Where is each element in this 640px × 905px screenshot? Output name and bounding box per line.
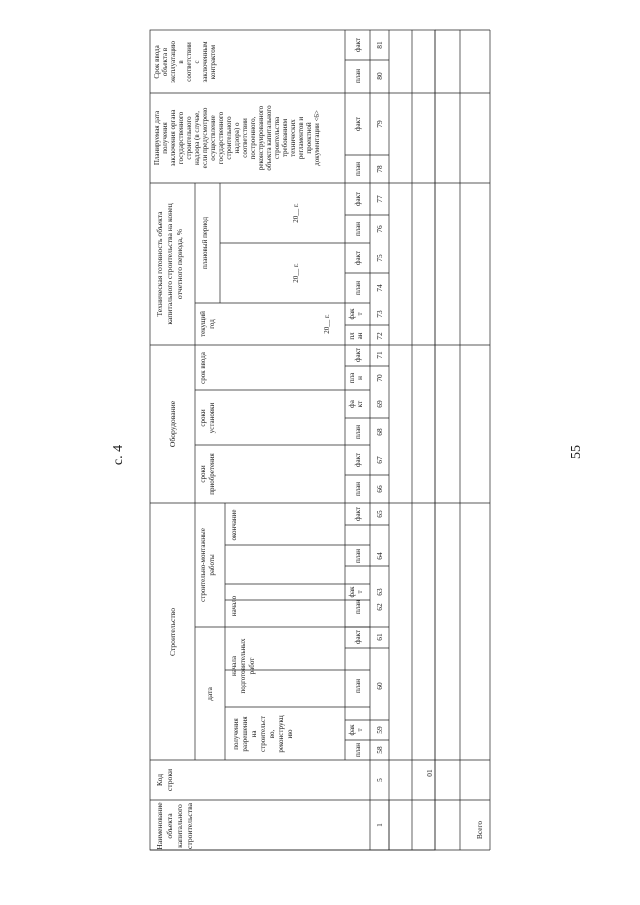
svg-text:фак: фак: [348, 586, 356, 598]
svg-text:5: 5: [375, 778, 384, 782]
svg-text:пл: пл: [348, 332, 356, 340]
svg-text:работы: работы: [208, 554, 216, 576]
svg-text:сроки: сроки: [199, 465, 207, 483]
svg-text:76: 76: [375, 225, 384, 233]
year-plan-2: 20__ г.: [292, 203, 300, 223]
svg-text:1: 1: [375, 823, 384, 827]
svg-text:н: н: [356, 376, 364, 380]
svg-text:государственного: государственного: [177, 111, 185, 165]
header-ustanovka: [199, 402, 216, 433]
svg-text:факт: факт: [354, 506, 362, 522]
svg-text:63: 63: [375, 588, 384, 596]
svg-text:объекта капитального: объекта капитального: [265, 105, 273, 171]
svg-text:73: 73: [375, 310, 384, 318]
header-code: [155, 769, 174, 791]
svg-text:75: 75: [375, 254, 384, 262]
svg-text:эксплуатацию: эксплуатацию: [169, 41, 177, 83]
svg-text:план: план: [354, 161, 362, 177]
svg-text:фак: фак: [348, 724, 356, 736]
header-gotovnost: [155, 203, 184, 324]
svg-text:год: год: [208, 319, 216, 329]
svg-text:получения: получения: [161, 122, 169, 154]
svg-text:капитального строительства на: капитального строительства на конец: [165, 203, 174, 325]
svg-text:на: на: [250, 730, 258, 738]
svg-text:реконструированного: реконструированного: [257, 105, 265, 171]
header-plan-data: [153, 105, 321, 171]
svg-text:регламентов и: регламентов и: [297, 116, 305, 160]
svg-text:план: план: [354, 548, 362, 564]
svg-text:т: т: [356, 728, 364, 732]
svg-text:факт: факт: [354, 250, 362, 266]
svg-text:строительно-монтажные: строительно-монтажные: [199, 528, 207, 602]
svg-text:74: 74: [375, 284, 384, 292]
svg-text:62: 62: [375, 603, 384, 611]
svg-text:проектной: проектной: [305, 122, 313, 154]
svg-text:79: 79: [375, 120, 384, 128]
header-name: [155, 802, 194, 850]
svg-text:план: план: [354, 68, 362, 84]
svg-text:с: с: [193, 60, 201, 64]
header-nachalo: начало: [230, 595, 238, 617]
svg-text:план: план: [354, 280, 362, 296]
svg-text:документации <6>: документации <6>: [313, 110, 321, 166]
svg-text:58: 58: [375, 746, 384, 754]
svg-text:68: 68: [375, 428, 384, 436]
svg-text:требованиям: требованиям: [281, 118, 289, 158]
svg-text:установки: установки: [208, 402, 216, 434]
svg-text:план: план: [354, 481, 362, 497]
header-data: дата: [205, 687, 214, 701]
header-oborudovanie: Оборудование: [168, 400, 177, 448]
svg-text:60: 60: [375, 682, 384, 690]
svg-text:строительства: строительства: [185, 803, 194, 849]
svg-text:отчетного периода, %: отчетного периода, %: [175, 228, 184, 300]
year-plan-1: 20__ г.: [292, 263, 300, 283]
svg-text:65: 65: [375, 510, 384, 518]
svg-text:81: 81: [375, 41, 384, 49]
svg-text:факт: факт: [354, 191, 362, 207]
svg-text:если предусмотрено: если предусмотрено: [201, 107, 209, 169]
year-tekushiy: 20__ г.: [323, 314, 331, 334]
svg-text:строительст: строительст: [259, 715, 267, 753]
svg-text:построенного,: построенного,: [249, 116, 257, 160]
svg-text:64: 64: [375, 552, 384, 560]
svg-text:начала: начала: [230, 656, 238, 676]
svg-text:технических: технических: [289, 119, 297, 157]
svg-text:ан: ан: [356, 332, 364, 340]
svg-text:план: план: [354, 221, 362, 237]
svg-text:78: 78: [375, 165, 384, 173]
svg-text:71: 71: [375, 351, 384, 359]
svg-text:пла: пла: [348, 372, 356, 384]
svg-text:61: 61: [375, 633, 384, 641]
plan-fakt-labels: [348, 38, 364, 757]
header-vvod-oborud: срок ввода: [199, 352, 207, 384]
svg-text:разрешения: разрешения: [241, 716, 249, 752]
svg-text:реконструкц: реконструкц: [277, 715, 285, 753]
svg-text:работ: работ: [248, 657, 256, 675]
svg-text:надзора) о: надзора) о: [233, 122, 241, 154]
svg-text:соответствии: соответствии: [185, 42, 193, 82]
svg-text:67: 67: [375, 456, 384, 464]
total-label: Всего: [475, 820, 484, 840]
header-srok-vvoda: [153, 41, 217, 83]
page-number: 55: [569, 445, 584, 459]
svg-text:контрактом: контрактом: [209, 44, 217, 80]
svg-text:во,: во,: [268, 729, 276, 739]
svg-text:заключения органа: заключения органа: [169, 109, 177, 167]
svg-text:Техническая готовность объекта: Техническая готовность объекта: [155, 211, 164, 317]
svg-text:план: план: [354, 424, 362, 440]
svg-text:строки: строки: [165, 768, 174, 792]
svg-text:текущий: текущий: [199, 311, 207, 337]
header-priobretenie: [199, 452, 216, 494]
svg-text:факт: факт: [354, 116, 362, 132]
svg-text:факт: факт: [354, 452, 362, 468]
svg-text:72: 72: [375, 332, 384, 340]
svg-text:ию: ию: [286, 729, 294, 739]
svg-text:фа: фа: [348, 400, 356, 408]
header-okonchanie: окончание: [230, 509, 238, 541]
svg-text:факт: факт: [354, 629, 362, 645]
svg-text:Код: Код: [155, 773, 164, 787]
svg-text:фак: фак: [348, 308, 356, 320]
svg-text:сроки: сроки: [199, 409, 207, 427]
row-code: 01: [425, 769, 434, 777]
svg-text:план: план: [354, 678, 362, 694]
svg-text:кт: кт: [356, 400, 364, 408]
header-smr: [199, 528, 216, 602]
svg-text:в: в: [177, 60, 185, 64]
header-stroitelstvo: Строительство: [168, 608, 177, 656]
svg-text:т: т: [356, 312, 364, 316]
svg-text:план: план: [354, 599, 362, 615]
numbers-row: [375, 41, 384, 827]
svg-text:70: 70: [375, 374, 384, 382]
sheet-label: с. 4: [111, 444, 126, 466]
svg-text:соответствии: соответствии: [241, 118, 249, 158]
svg-text:факт: факт: [354, 37, 362, 53]
svg-text:77: 77: [375, 195, 384, 203]
svg-text:строительного: строительного: [185, 116, 193, 160]
header-podgot: [230, 638, 256, 694]
svg-text:объекта: объекта: [165, 813, 174, 839]
svg-text:план: план: [354, 742, 362, 758]
svg-text:надзора (в случае,: надзора (в случае,: [193, 110, 201, 166]
svg-text:заключенным: заключенным: [201, 41, 209, 83]
svg-text:факт: факт: [354, 347, 362, 363]
svg-text:подготовительных: подготовительных: [239, 638, 247, 694]
svg-text:осуществление: осуществление: [209, 115, 217, 161]
svg-text:т: т: [356, 590, 364, 594]
svg-text:получения: получения: [232, 718, 240, 750]
svg-text:80: 80: [375, 72, 384, 80]
svg-text:Наименование: Наименование: [155, 802, 164, 850]
svg-text:государственного: государственного: [217, 111, 225, 165]
svg-text:капитального: капитального: [175, 804, 184, 848]
header-planoviy: плановый период: [201, 216, 209, 270]
svg-text:Срок ввода: Срок ввода: [153, 45, 161, 79]
svg-text:приобретения: приобретения: [208, 453, 216, 495]
svg-text:объекта в: объекта в: [161, 47, 169, 77]
svg-text:69: 69: [375, 400, 384, 408]
svg-text:66: 66: [375, 485, 384, 493]
svg-text:59: 59: [375, 726, 384, 734]
header-tekushiy: [199, 311, 216, 337]
svg-text:строительства: строительства: [273, 116, 281, 160]
svg-text:строительного: строительного: [225, 116, 233, 160]
header-razreshenie: [232, 715, 294, 752]
svg-text:Планируемая дата: Планируемая дата: [153, 110, 161, 166]
